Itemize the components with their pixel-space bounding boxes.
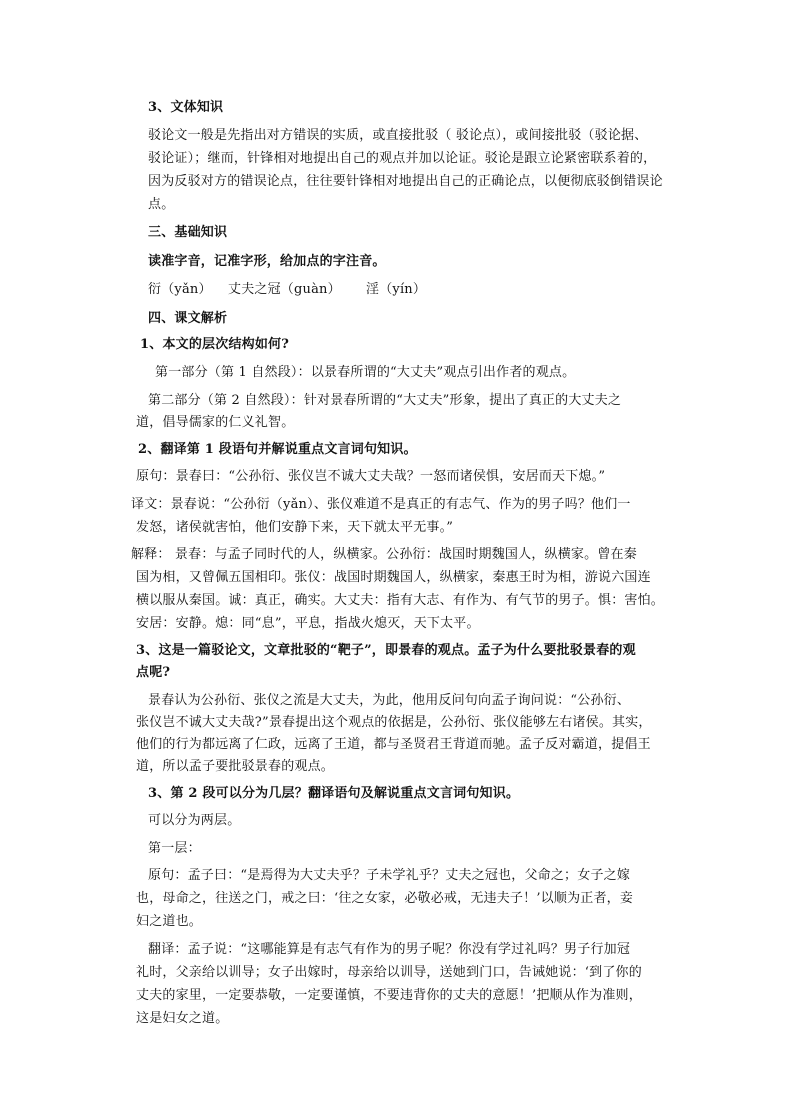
layer-1-translation-line: 翻译：孟子说：“这哪能算是有志气有作为的男子呢？你没有学过礼吗？男子行加冠	[148, 942, 631, 957]
q2-translation-line: 译文：景春说：“公孙衍（yǎn）、张仪难道不是真正的有志气、作为的男子吗？他们一	[131, 497, 631, 512]
q2-explanation-line: 解释： 景春：与孟子同时代的人，纵横家。公孙衍：战国时期魏国人，纵横家。曾在秦	[131, 547, 637, 562]
basic-instruction: 读准字音，记准字形，给加点的字注音。	[148, 254, 386, 269]
q2-explanation-line: 国为相，又曾佩五国相印。张仪：战国时期魏国人，纵横家，秦惠王时为相，游说六国连	[136, 570, 651, 585]
answer-3-line: 张仪岂不诚大丈夫哉?”景春提出这个观点的依据是，公孙衍、张仪能够左右诸侯。其实，	[136, 715, 652, 730]
answer-3-line: 他们的行为都远离了仁政，远离了王道，都与圣贤君王背道而驰。孟子反对霸道，提倡王	[136, 737, 651, 752]
q2-explanation-line: 横以服从秦国。诚：真正，确实。大丈夫：指有大志、有作为、有气节的男子。惧：害怕。	[136, 593, 665, 608]
q2-explanation-line: 安居：安静。熄：同“息”，平息，指战火熄灭，天下太平。	[136, 616, 480, 631]
layer-1-translation-line: 这是妇女之道。	[136, 1011, 229, 1026]
question-3-line: 3、这是一篇驳论文，文章批驳的“靶子”，即景春的观点。孟子为什么要批驳景春的观	[136, 643, 636, 658]
answer-1-part1: 第一部分（第 1 自然段）：以景春所谓的“大丈夫”观点引出作者的观点。	[155, 365, 576, 380]
question-3-line: 点呢?	[136, 665, 171, 680]
pinyin-item: 衍（yǎn）	[148, 282, 212, 297]
heading-text-analysis: 四、课文解析	[148, 311, 228, 326]
answer-4: 可以分为两层。	[148, 813, 241, 828]
question-1: 1、本文的层次结构如何?	[140, 337, 290, 352]
pinyin-item: 丈夫之冠（guàn）	[228, 282, 341, 297]
answer-1-part2-line: 第二部分（第 2 自然段）：针对景春所谓的“大丈夫”形象，提出了真正的大丈夫之	[148, 393, 622, 408]
heading-style-knowledge: 3、文体知识	[148, 100, 224, 115]
layer-1-original-line: 妇之道也。	[136, 914, 203, 929]
pinyin-row	[148, 281, 426, 299]
style-paragraph-line: 点。	[148, 197, 175, 212]
style-paragraph-line: 因为反驳对方的错误论点，往往要针锋相对地提出自己的正确论点，以便彻底驳倒错误论	[148, 174, 663, 189]
q2-original-sentence: 原句：景春曰：“公孙衍、张仪岂不诚大丈夫哉？一怒而诸侯惧，安居而天下熄。”	[136, 469, 606, 484]
layer-1-translation-line: 丈夫的家里，一定要恭敬，一定要谨慎，不要违背你的丈夫的意愿！’把顺从作为准则，	[136, 988, 642, 1003]
layer-1-original-line: 也，母命之，往送之门，戒之曰：‘往之女家，必敬必戒，无违夫子！’以顺为正者，妾	[136, 891, 634, 906]
q2-translation-line: 发怒，诸侯就害怕，他们安静下来，天下就太平无事。”	[136, 520, 454, 535]
style-paragraph-line: 驳论证）；继而，针锋相对地提出自己的观点并加以论证。驳论是跟立论紧密联系着的，	[148, 151, 657, 166]
layer-1-original-line: 原句：孟子曰：“是焉得为大丈夫乎？子未学礼乎？丈夫之冠也，父命之；女子之嫁	[148, 868, 631, 883]
layer-1-translation-line: 礼时，父亲给以训导；女子出嫁时，母亲给以训导，送她到门口，告诫她说：‘到了你的	[136, 965, 642, 980]
answer-1-part2-line: 道，倡导儒家的仁义礼智。	[136, 415, 295, 430]
pinyin-item: 淫（yín）	[366, 282, 427, 297]
question-2: 2、翻译第 1 段语句并解说重点文言词句知识。	[138, 442, 417, 457]
layer-1-heading: 第一层：	[148, 841, 201, 856]
heading-basic-knowledge: 三、基础知识	[148, 225, 228, 240]
answer-3-line: 道，所以孟子要批驳景春的观点。	[136, 759, 335, 774]
question-4: 3、第 2 段可以分为几层？翻译语句及解说重点文言词句知识。	[148, 786, 520, 801]
answer-3-line: 景春认为公孙衍、张仪之流是大丈夫，为此，他用反问句向孟子询问说：“公孙衍、	[148, 693, 631, 708]
style-paragraph-line: 驳论文一般是先指出对方错误的实质，或直接批驳（ 驳论点），或间接批驳（驳论据、	[148, 128, 648, 143]
